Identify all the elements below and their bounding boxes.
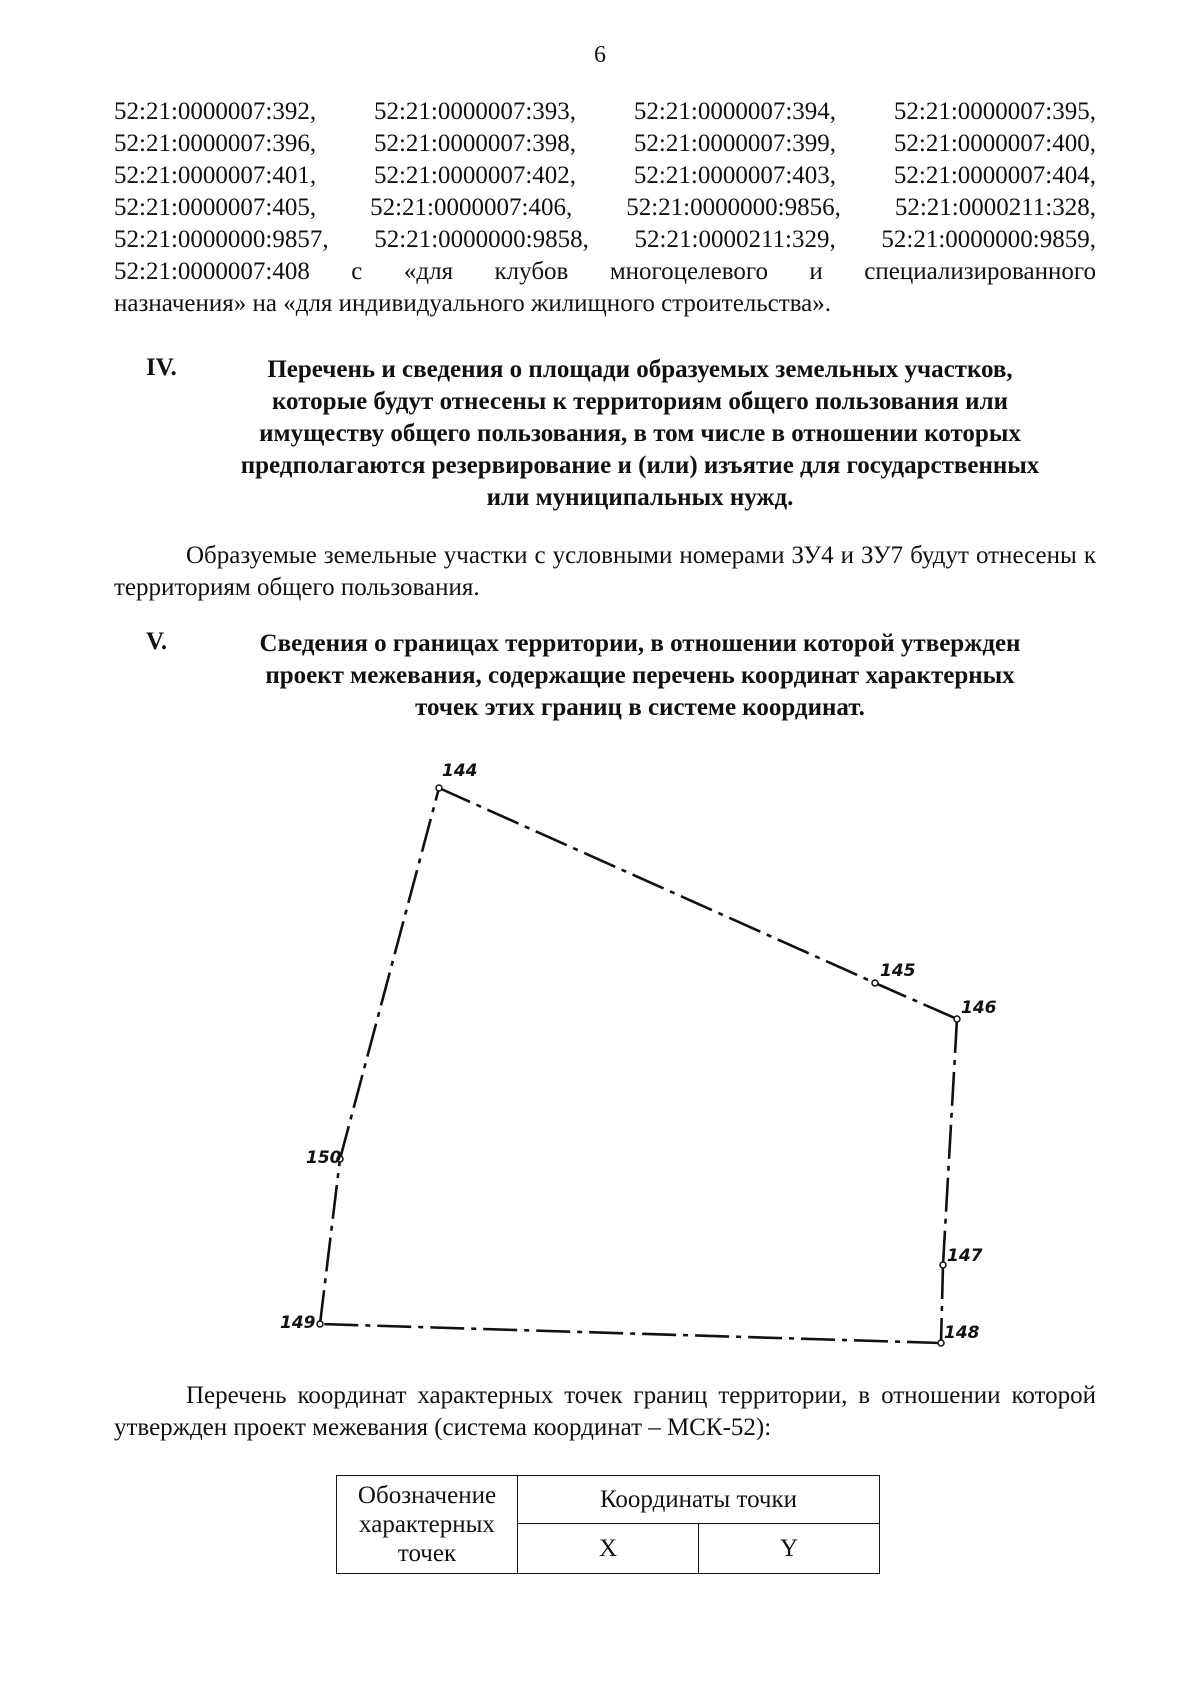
boundary-segment [340, 788, 439, 1159]
section-5-heading [180, 628, 1100, 724]
heading-line: проект межевания, содержащие перечень координат характерных [265, 662, 1015, 689]
coordinates-intro: Перечень координат характерных точек границ территории, в отношении которой утвержден проект межевания (система координат – МСК-52): [114, 1382, 1096, 1441]
cadastral-line: 52:21:0000007:408 с «для клубов многоцелевого и специализированного [114, 258, 1096, 285]
boundary-point-marker [872, 980, 878, 986]
boundary-point-marker [954, 1016, 960, 1022]
cadastral-line: 52:21:0000000:9857, 52:21:0000000:9858, 52:21:0000211:329, 52:21:0000000:9859, [114, 226, 1096, 253]
boundary-segment [875, 983, 957, 1019]
cadastral-line: 52:21:0000007:405, 52:21:0000007:406, 52:21:0000000:9856, 52:21:0000211:328, [114, 194, 1096, 221]
section-4-heading [180, 354, 1100, 514]
section-5-number: V. [146, 628, 168, 655]
table-header-y: Y [699, 1524, 880, 1574]
point-label-146: 146 [961, 998, 997, 1018]
boundary-segment [320, 1324, 941, 1343]
boundary-plan [0, 740, 1200, 1360]
table-header-coordinates: Координаты точки [518, 1476, 880, 1524]
table-header-x: X [518, 1524, 699, 1574]
point-label-149: 149 [280, 1313, 316, 1333]
heading-line: Перечень и сведения о площади образуемых земельных участков, [267, 356, 1013, 383]
cadastral-line: назначения» на «для индивидуального жилищного строительства». [114, 290, 832, 317]
boundary-point-marker [436, 785, 442, 791]
section-4-paragraph: Образуемые земельные участки с условными номерами ЗУ4 и ЗУ7 будут отнесены к территориям общего пользования. [114, 542, 1096, 601]
heading-line: имуществу общего пользования, в том числе в отношении которых [259, 420, 1021, 447]
cadastral-line: 52:21:0000007:401, 52:21:0000007:402, 52:21:0000007:403, 52:21:0000007:404, [114, 162, 1096, 189]
table-header-designation: Обозначение характерных точек [337, 1476, 518, 1574]
boundary-point-marker [940, 1262, 946, 1268]
heading-line: Сведения о границах территории, в отношении которой утвержден [259, 630, 1021, 657]
heading-line: или муниципальных нужд. [486, 484, 794, 511]
cadastral-line: 52:21:0000007:396, 52:21:0000007:398, 52:21:0000007:399, 52:21:0000007:400, [114, 130, 1096, 157]
cadastral-list [114, 96, 1096, 320]
point-label-148: 148 [944, 1323, 980, 1343]
section-4-number: IV. [146, 354, 177, 381]
coordinates-table [336, 1475, 880, 1574]
point-label-145: 145 [880, 961, 916, 981]
point-label-147: 147 [947, 1246, 983, 1266]
boundary-segment [943, 1019, 957, 1265]
point-label-144: 144 [442, 761, 478, 781]
table-row [337, 1476, 880, 1524]
boundary-point-marker [317, 1321, 323, 1327]
heading-line: предполагаются резервирование и (или) изъятие для государственных [240, 452, 1040, 479]
heading-line: точек этих границ в системе координат. [415, 694, 865, 721]
boundary-segment [320, 1159, 340, 1324]
boundary-segment [439, 788, 875, 983]
cadastral-line: 52:21:0000007:392, 52:21:0000007:393, 52:21:0000007:394, 52:21:0000007:395, [114, 98, 1096, 125]
boundary-segment [941, 1265, 943, 1343]
page-number: 6 [594, 42, 606, 68]
point-label-150: 150 [306, 1148, 342, 1168]
heading-line: которые будут отнесены к территориям общего пользования или [271, 388, 1009, 415]
